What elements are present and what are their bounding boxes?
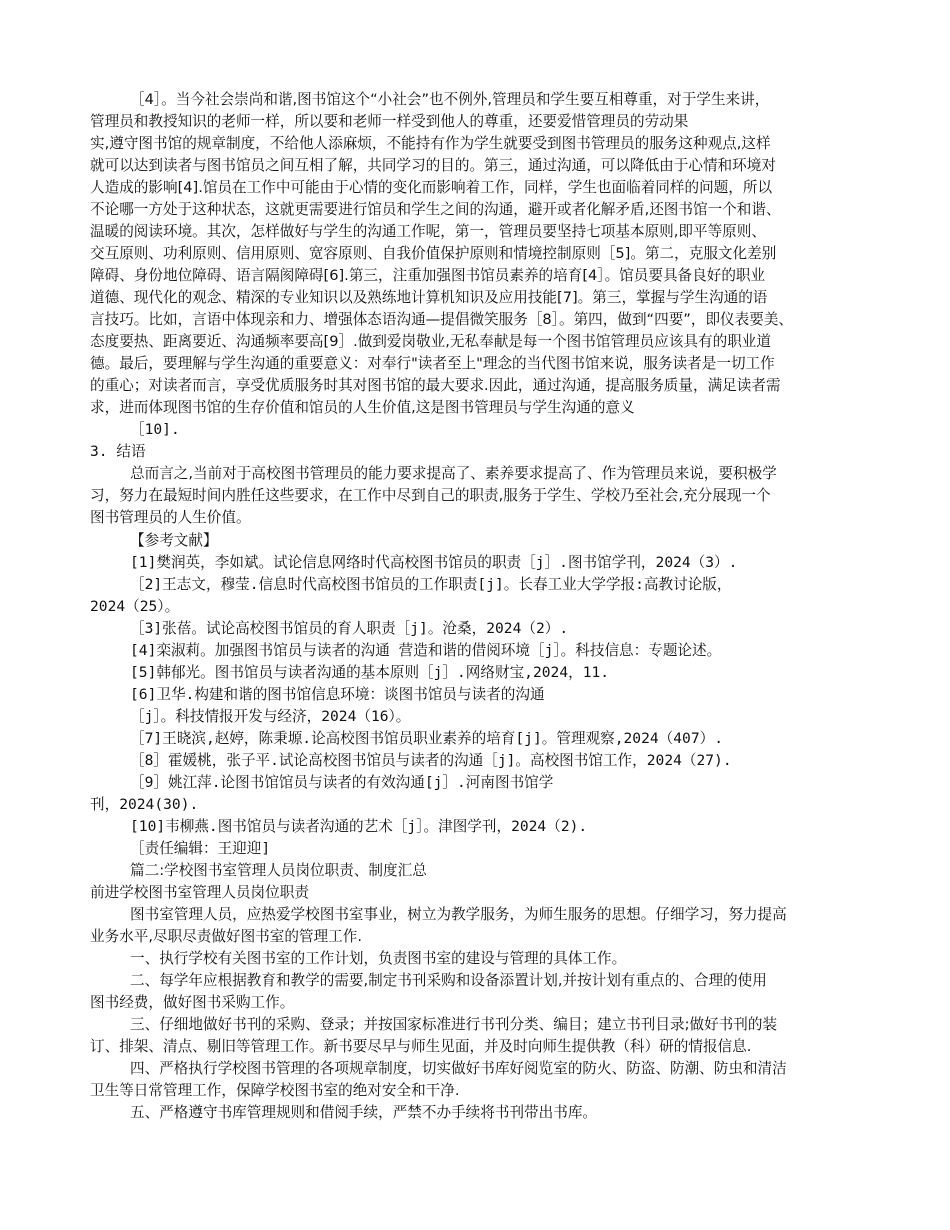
body-text-line: 道德、现代化的观念、精深的专业知识以及熟练地计算机知识及应用技能[7]。第三，掌握与学生沟通的语 <box>90 289 768 306</box>
body-text-line: ［10]. <box>130 421 180 438</box>
reference-item: ［j］。科技情报开发与经济，2024（16）。 <box>130 708 411 725</box>
body-text-line: 的重心；对读者而言，享受优质服务时其对图书馆的最大要求.因此，通过沟通，提高服务质量，满足读者需 <box>90 377 781 394</box>
body-text-line: 交互原则、功利原则、信用原则、宽容原则、自我价值保护原则和情境控制原则［5]。第二，克服文化差别 <box>90 245 777 262</box>
duty-item: 订、排架、清点、剔旧等管理工作。新书要尽早与师生见面，并及时向师生提供教（科）研的情报信息. <box>90 1038 752 1055</box>
editor-note: ［责任编辑：王迎迎] <box>130 840 271 857</box>
duty-item: 三、仔细地做好书刊的采购、登录；并按国家标准进行书刊分类、编目；建立书刊目录;做好书刊的装 <box>130 1016 778 1033</box>
body-text-line: 图书室管理人员，应热爱学校图书室事业，树立为教学服务，为师生服务的思想。仔细学习，努力提高 <box>130 906 787 923</box>
reference-item: ［2]王志文，穆莹.信息时代高校图书馆员的工作职责[j]。长春工业大学学报:高教讨论版， <box>130 576 732 593</box>
body-text-line: 温暖的阅读环境。其次，怎样做好与学生的沟通工作呢，第一，管理员要坚持七项基本原则,即平等原则、 <box>90 223 766 240</box>
duty-item: 五、严格遵守书库管理规则和借阅手续，严禁不办手续将书刊带出书库。 <box>130 1104 598 1121</box>
duty-item: 二、每学年应根据教育和教学的需要,制定书刊采购和设备添置计划,并按计划有重点的、合理的使用 <box>130 972 767 989</box>
reference-item: ［3]张蓓。试论高校图书馆员的育人职责［j]。沧桑，2024（2）. <box>130 620 569 637</box>
reference-item: [4]栾淑莉。加强图书馆员与读者的沟通 营造和谐的借阅环境［j］。科技信息：专题论述。 <box>130 642 722 659</box>
body-text-line: 就可以达到读者与图书馆员之间互相了解，共同学习的目的。第三，通过沟通，可以降低由于心情和环境对 <box>90 157 776 174</box>
body-text-line: 总而言之,当前对于高校图书管理员的能力要求提高了、素养要求提高了、作为管理员来说，要积极学 <box>130 465 777 482</box>
body-text-line: 实,遵守图书馆的规章制度，不给他人添麻烦，不能持有作为学生就要受到图书管理员的服务这种观点,这样 <box>90 135 771 152</box>
duty-item: 四、严格执行学校图书管理的各项规章制度，切实做好书库好阅览室的防火、防盗、防潮、防虫和清洁 <box>130 1060 787 1077</box>
body-text-line: 业务水平,尽职尽责做好图书室的管理工作. <box>90 928 362 945</box>
reference-item: 2024（25）。 <box>90 598 180 615</box>
body-text-line: 态度要热、距离要近、沟通频率要高[9］.做到爱岗敬业,无私奉献是每一个图书馆管理员应该具有的职业道 <box>90 333 771 350</box>
reference-item: [1]樊润英，李如斌。试论信息网络时代高校图书馆员的职责［j］.图书馆学刊，2024（3）. <box>130 554 738 571</box>
duty-item: 图书经费，做好图书采购工作。 <box>90 994 295 1011</box>
reference-item: ［8］霍媛桃，张子平.试论高校图书馆员与读者的沟通［j]。高校图书馆工作，2024（27). <box>130 752 732 769</box>
body-text-line: ［4］。当今社会崇尚和谐,图书馆这个“小社会”也不例外,管理员和学生要互相尊重，对于学生来讲， <box>130 91 770 108</box>
section-title: 篇二:学校图书室管理人员岗位职责、制度汇总 <box>130 862 427 879</box>
body-text-line: 不论哪一方处于这种状态，这就更需要进行馆员和学生之间的沟通，避开或者化解矛盾,还图书馆一个和谐、 <box>90 201 781 218</box>
body-text-line: 德。最后，要理解与学生沟通的重要意义：对奉行"读者至上"理念的当代图书馆来说，服务读者是一切工作 <box>90 355 775 372</box>
reference-item: ［7]王晓滨,赵婷，陈秉塬.论高校图书馆员职业素养的培育[j]。管理观察,2024（407）. <box>130 730 723 747</box>
reference-item: 刊，2024(30). <box>90 796 199 813</box>
section-heading: 3. 结语 <box>90 443 146 460</box>
duty-item: 一、执行学校有关图书室的工作计划，负责图书室的建设与管理的具体工作。 <box>130 950 627 967</box>
reference-item: [6]卫华.构建和谐的图书馆信息环境：谈图书馆员与读者的沟通 <box>130 686 545 703</box>
body-text-line: 言技巧。比如，言语中体现亲和力、增强体态语沟通—提倡微笑服务［8］。第四，做到“四要”，即仪表要美、 <box>90 311 794 328</box>
reference-item: ［9］姚江萍.论图书馆馆员与读者的有效沟通[j］.河南图书馆学 <box>130 774 554 791</box>
reference-item: [5]韩郁光。图书馆员与读者沟通的基本原则［j］.网络财宝,2024，11. <box>130 664 610 681</box>
body-text-line: 习，努力在最短时间内胜任这些要求，在工作中尽到自己的职责,服务于学生、学校乃至社会,充分展现一个 <box>90 487 771 504</box>
body-text-line: 障碍、身份地位障碍、语言隔阂障碍[6].第三，注重加强图书馆员素养的培育[4］。馆员要具备良好的职业 <box>90 267 766 284</box>
body-text-line: 管理员和教授知识的老师一样，所以要和老师一样受到他人的尊重，还要爱惜管理员的劳动果 <box>90 113 689 130</box>
duty-item: 卫生等日常管理工作，保障学校图书室的绝对安全和干净. <box>90 1082 460 1099</box>
section-subtitle: 前进学校图书室管理人员岗位职责 <box>90 884 309 901</box>
body-text-line: 求，进而体现图书馆的生存价值和馆员的人生价值,这是图书管理员与学生沟通的意义 <box>90 399 635 416</box>
body-text-line: 图书管理员的人生价值。 <box>90 509 251 526</box>
body-text-line: 人造成的影响[4].馆员在工作中可能由于心情的变化而影响着工作，同样，学生也面临着同样的问题，所以 <box>90 179 773 196</box>
reference-item: [10]韦柳燕.图书馆员与读者沟通的艺术［j］。津图学刊，2024（2). <box>130 818 588 835</box>
references-heading: 【参考文献】 <box>130 532 218 549</box>
